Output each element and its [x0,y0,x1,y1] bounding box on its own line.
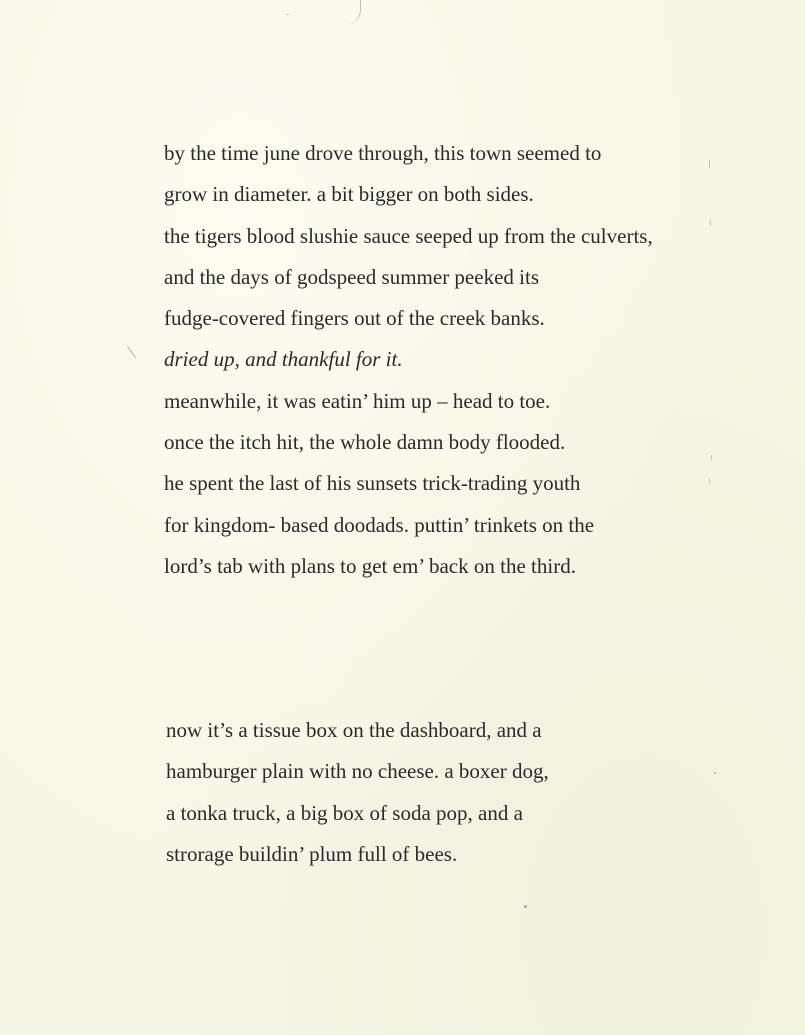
poem-line: grow in diameter. a bit bigger on both sides. [164,182,534,207]
poem-line: the tigers blood slushie sauce seeped up from the culverts, [164,223,653,248]
poem-line: meanwhile, it was eatin’ him up – head to toe. [164,388,551,413]
poem-line-italic: dried up, and thankful for it. [164,347,403,372]
paper-speck [286,14,289,15]
paper-speck [709,478,710,484]
poem-line: lord’s tab with plans to get em’ back on the third. [164,553,576,578]
paper-speck [714,772,716,774]
poem-line: hamburger plain with no cheese. a boxer dog, [166,759,549,784]
paper-speck [710,220,711,226]
poem-stanza-2 [166,710,549,875]
poem-line: once the itch hit, the whole damn body flooded. [164,430,566,455]
poem-line: strorage buildin’ plum full of bees. [166,841,458,866]
poem-line: for kingdom- based doodads. puttin’ trinkets on the [164,512,595,537]
poem-line: he spent the last of his sunsets trick-trading youth [164,471,581,496]
paper-mark [346,0,361,24]
poem-stanza-1 [164,133,653,587]
paper-speck [711,455,712,460]
paper-mark [127,346,136,358]
paper-speck [524,905,527,908]
poem-line: now it’s a tissue box on the dashboard, and a [166,718,542,742]
poem-line: a tonka truck, a big box of soda pop, and a [166,800,523,825]
poem-line: fudge-covered fingers out of the creek banks. [164,306,545,331]
poem-line: and the days of godspeed summer peeked its [164,264,539,289]
paper-speck [709,160,710,168]
poem-line: by the time june drove through, this town seemed to [164,141,602,165]
